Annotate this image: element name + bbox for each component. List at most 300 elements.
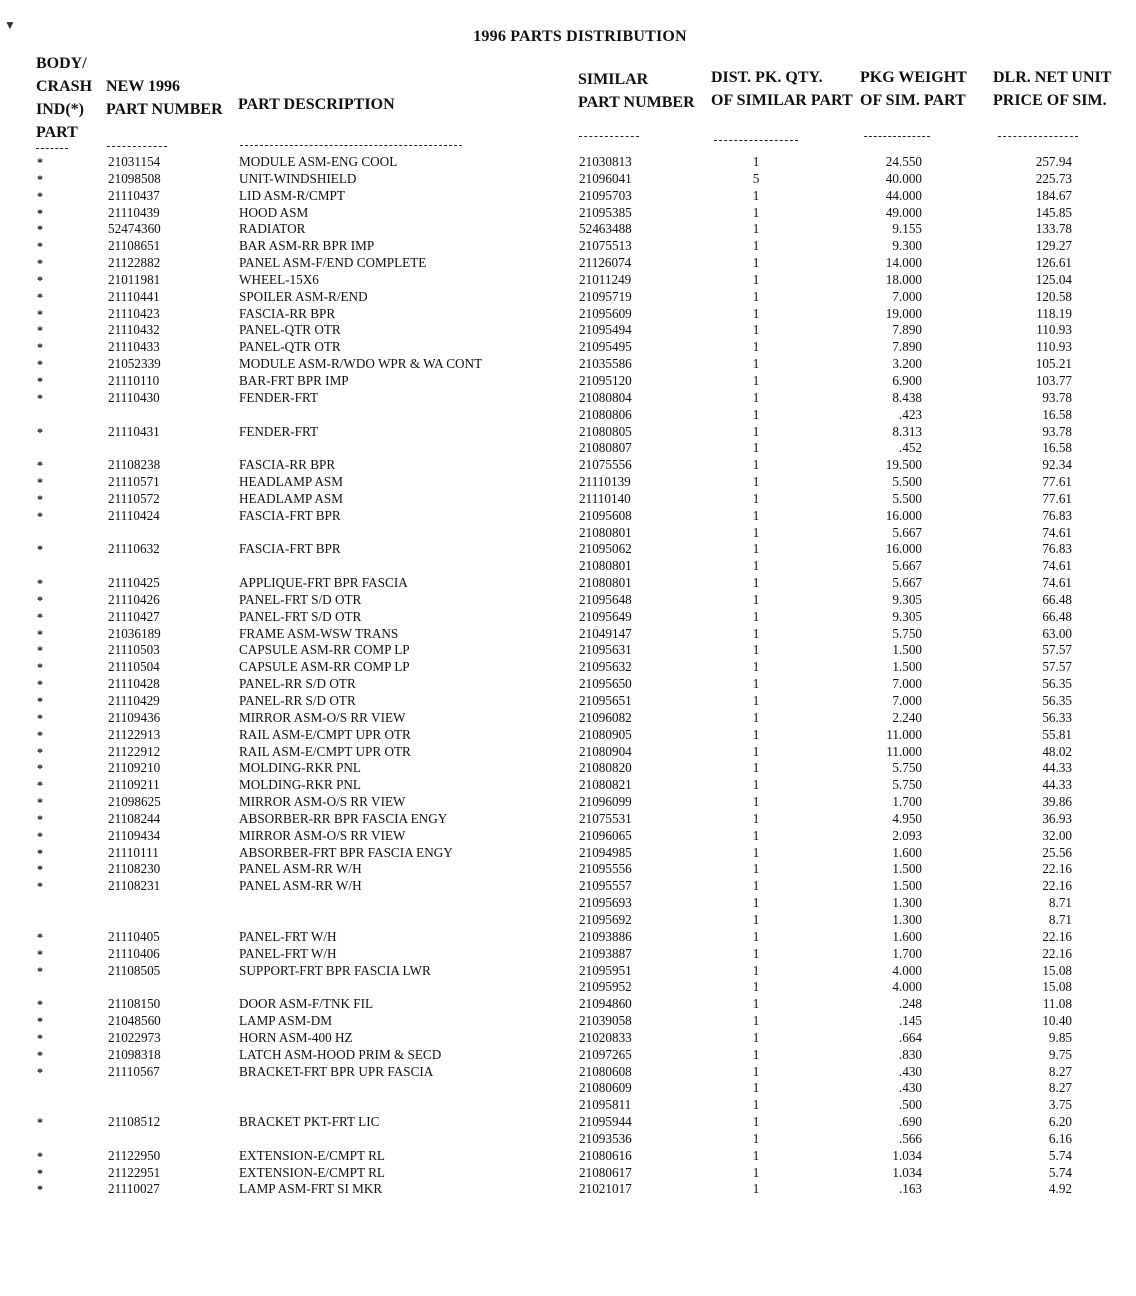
table-row — [0, 1148, 1136, 1165]
dist-pk-qty: 1 — [752, 878, 760, 894]
part-description: FASCIA-FRT BPR — [239, 507, 341, 523]
net-unit-price: 8.71 — [1048, 895, 1072, 911]
table-row — [0, 255, 1136, 272]
new-part-number: 21110429 — [108, 693, 160, 708]
header-part-number: PART NUMBER — [106, 101, 223, 118]
part-description: HOOD ASM — [239, 204, 309, 220]
pkg-weight: 7.000 — [892, 288, 922, 304]
table-row — [0, 491, 1136, 508]
net-unit-price: 110.93 — [1036, 339, 1072, 355]
similar-part-number: 21096099 — [579, 794, 632, 810]
dist-pk-qty: 1 — [752, 945, 760, 961]
table-row — [0, 154, 1136, 171]
part-description: FASCIA-RR BPR — [239, 305, 336, 321]
dist-pk-qty: 1 — [752, 810, 760, 826]
table-row — [0, 659, 1136, 676]
pkg-weight: 14.000 — [885, 255, 922, 271]
similar-part-number: 21080801 — [579, 558, 632, 574]
part-description: PANEL-QTR OTR — [239, 339, 341, 355]
crash-indicator: * — [37, 306, 43, 321]
table-row — [0, 693, 1136, 710]
net-unit-price: 63.00 — [1042, 625, 1072, 641]
dist-pk-qty: 1 — [752, 1181, 760, 1197]
crash-indicator: * — [37, 660, 43, 675]
pkg-weight: 5.667 — [892, 524, 922, 540]
dist-pk-qty: 1 — [752, 507, 760, 523]
similar-part-number: 21096041 — [579, 170, 632, 186]
crash-indicator: * — [37, 1030, 43, 1045]
table-row — [0, 845, 1136, 862]
dist-pk-qty: 1 — [752, 996, 760, 1012]
table-row — [0, 912, 1136, 929]
dist-pk-qty: 1 — [752, 490, 760, 506]
crash-indicator: * — [37, 744, 43, 759]
table-row — [0, 289, 1136, 306]
dist-pk-qty: 1 — [752, 440, 760, 456]
net-unit-price: 5.74 — [1048, 1164, 1072, 1180]
table-row — [0, 609, 1136, 626]
table-row — [0, 676, 1136, 693]
pkg-weight: 7.890 — [892, 322, 922, 338]
parts-table — [0, 154, 1136, 1198]
pkg-weight: 1.500 — [892, 861, 922, 877]
part-description: RAIL ASM-E/CMPT UPR OTR — [239, 743, 411, 759]
table-row — [0, 525, 1136, 542]
table-row — [0, 727, 1136, 744]
dist-pk-qty: 1 — [752, 204, 760, 220]
similar-part-number: 21095703 — [579, 187, 632, 203]
header-part-description: PART DESCRIPTION — [238, 96, 395, 113]
pkg-weight: 9.305 — [892, 608, 922, 624]
crash-indicator: * — [37, 677, 43, 692]
new-part-number: 21110572 — [108, 490, 160, 506]
crash-indicator: * — [37, 272, 43, 287]
new-part-number: 21110111 — [108, 844, 159, 860]
pkg-weight: 7.890 — [892, 339, 922, 355]
dist-pk-qty: 1 — [752, 575, 760, 591]
crash-indicator: * — [37, 508, 43, 523]
net-unit-price: 56.35 — [1042, 676, 1072, 692]
net-unit-price: 55.81 — [1042, 726, 1072, 742]
table-row — [0, 811, 1136, 828]
crash-indicator: * — [37, 778, 43, 793]
new-part-number: 21110426 — [108, 591, 160, 607]
crash-indicator: * — [37, 643, 43, 658]
similar-part-number: 21096082 — [579, 709, 632, 725]
net-unit-price: 133.78 — [1035, 221, 1072, 237]
crash-indicator: * — [37, 188, 43, 203]
net-unit-price: 6.20 — [1048, 1114, 1072, 1130]
part-description: MOLDING-RKR PNL — [239, 777, 361, 793]
new-part-number: 21122882 — [108, 255, 161, 271]
dist-pk-qty: 1 — [752, 911, 760, 927]
pkg-weight: .423 — [898, 406, 922, 422]
dist-pk-qty: 1 — [752, 154, 760, 169]
part-description: BRACKET PKT-FRT LIC — [239, 1114, 380, 1130]
crash-indicator: * — [37, 1182, 43, 1197]
dist-pk-qty: 1 — [752, 541, 760, 557]
dist-pk-qty: 1 — [752, 1013, 760, 1029]
rule-part-number — [107, 146, 167, 147]
part-description: FENDER-FRT — [239, 389, 319, 405]
similar-part-number: 21021017 — [579, 1181, 632, 1197]
net-unit-price: 22.16 — [1042, 945, 1072, 961]
table-row — [0, 1013, 1136, 1030]
part-description: CAPSULE ASM-RR COMP LP — [239, 642, 410, 658]
table-row — [0, 356, 1136, 373]
dist-pk-qty: 1 — [752, 726, 760, 742]
pkg-weight: 5.667 — [892, 575, 922, 591]
crash-indicator: * — [37, 576, 43, 591]
dist-pk-qty: 1 — [752, 255, 760, 271]
crash-indicator: * — [37, 1165, 43, 1180]
similar-part-number: 21095811 — [579, 1097, 632, 1113]
pkg-weight: 4.000 — [892, 979, 922, 995]
new-part-number: 21110430 — [108, 389, 160, 405]
new-part-number: 21110504 — [108, 659, 160, 675]
similar-part-number: 21080801 — [579, 575, 632, 591]
pkg-weight: 2.240 — [892, 709, 922, 725]
new-part-number: 21109436 — [108, 709, 161, 725]
header-price-line-1: DLR. NET UNIT — [993, 69, 1112, 86]
table-row — [0, 221, 1136, 238]
table-row — [0, 1047, 1136, 1064]
net-unit-price: 125.04 — [1035, 271, 1072, 287]
crash-indicator: * — [37, 946, 43, 961]
table-row — [0, 979, 1136, 996]
similar-part-number: 21080821 — [579, 777, 632, 793]
pkg-weight: 11.000 — [886, 726, 922, 742]
new-part-number: 21110424 — [108, 507, 160, 523]
similar-part-number: 21093536 — [579, 1130, 632, 1146]
table-row — [0, 946, 1136, 963]
pkg-weight: 1.300 — [892, 895, 922, 911]
net-unit-price: 74.61 — [1042, 575, 1072, 591]
net-unit-price: 57.57 — [1042, 659, 1072, 675]
dist-pk-qty: 1 — [752, 322, 760, 338]
crash-indicator: * — [37, 727, 43, 742]
dist-pk-qty: 1 — [752, 760, 760, 776]
pkg-weight: 1.700 — [892, 945, 922, 961]
dist-pk-qty: 1 — [752, 1147, 760, 1163]
pkg-weight: .500 — [898, 1097, 922, 1113]
table-row — [0, 1114, 1136, 1131]
dist-pk-qty: 1 — [752, 844, 760, 860]
header-similar-number-line: PART NUMBER — [578, 94, 695, 111]
pkg-weight: 44.000 — [885, 187, 922, 203]
rule-qty — [714, 140, 798, 141]
pkg-weight: 4.950 — [892, 810, 922, 826]
net-unit-price: 74.61 — [1042, 558, 1072, 574]
table-row — [0, 878, 1136, 895]
header-similar-part — [578, 68, 695, 114]
part-description: MIRROR ASM-O/S RR VIEW — [239, 709, 406, 725]
new-part-number: 21098508 — [108, 170, 161, 186]
similar-part-number: 21075531 — [579, 810, 632, 826]
net-unit-price: 126.61 — [1035, 255, 1072, 271]
net-unit-price: 44.33 — [1042, 777, 1072, 793]
table-row — [0, 760, 1136, 777]
similar-part-number: 21080608 — [579, 1063, 632, 1079]
table-row — [0, 1030, 1136, 1047]
part-description: SPOILER ASM-R/END — [239, 288, 368, 304]
dist-pk-qty: 1 — [752, 524, 760, 540]
dist-pk-qty: 1 — [752, 372, 760, 388]
part-description: UNIT-WINDSHIELD — [239, 170, 357, 186]
dist-pk-qty: 1 — [752, 962, 760, 978]
similar-part-number: 21095495 — [579, 339, 632, 355]
pkg-weight: 1.600 — [892, 928, 922, 944]
similar-part-number: 21095719 — [579, 288, 632, 304]
crash-indicator: * — [37, 323, 43, 338]
similar-part-number: 21080904 — [579, 743, 632, 759]
similar-part-number: 21030813 — [579, 154, 632, 169]
header-qty-line-1: DIST. PK. QTY. — [711, 69, 823, 86]
crash-indicator: * — [37, 1014, 43, 1029]
pkg-weight: 5.750 — [892, 777, 922, 793]
crash-indicator: * — [37, 862, 43, 877]
net-unit-price: 120.58 — [1035, 288, 1072, 304]
new-part-number: 21122913 — [108, 726, 161, 742]
table-row — [0, 322, 1136, 339]
similar-part-number: 21080801 — [579, 524, 632, 540]
net-unit-price: 32.00 — [1042, 827, 1072, 843]
net-unit-price: 11.08 — [1042, 996, 1072, 1012]
crash-indicator: * — [37, 626, 43, 641]
similar-part-number: 21095631 — [579, 642, 632, 658]
part-description: ABSORBER-FRT BPR FASCIA ENGY — [239, 844, 453, 860]
part-description: PANEL-RR S/D OTR — [239, 676, 356, 692]
header-weight-line-2: OF SIM. PART — [860, 92, 966, 109]
part-description: FRAME ASM-WSW TRANS — [239, 625, 399, 641]
dist-pk-qty: 1 — [752, 474, 760, 490]
net-unit-price: 77.61 — [1042, 490, 1072, 506]
pkg-weight: 8.313 — [892, 423, 922, 439]
dist-pk-qty: 1 — [752, 827, 760, 843]
new-part-number: 21098625 — [108, 794, 161, 810]
pkg-weight: 5.750 — [892, 625, 922, 641]
part-description: HEADLAMP ASM — [239, 490, 343, 506]
similar-part-number: 21080609 — [579, 1080, 632, 1096]
net-unit-price: 8.27 — [1048, 1080, 1072, 1096]
pkg-weight: 1.500 — [892, 878, 922, 894]
similar-part-number: 21095385 — [579, 204, 632, 220]
similar-part-number: 21080905 — [579, 726, 632, 742]
dist-pk-qty: 1 — [752, 1097, 760, 1113]
table-row — [0, 508, 1136, 525]
similar-part-number: 21095632 — [579, 659, 632, 675]
net-unit-price: 103.77 — [1035, 372, 1072, 388]
net-unit-price: 36.93 — [1042, 810, 1072, 826]
crash-indicator: * — [37, 828, 43, 843]
new-part-number: 21052339 — [108, 356, 161, 372]
dist-pk-qty: 1 — [752, 457, 760, 473]
pkg-weight: 1.500 — [892, 642, 922, 658]
new-part-number: 21022973 — [108, 1029, 161, 1045]
pkg-weight: 5.500 — [892, 490, 922, 506]
net-unit-price: 76.83 — [1042, 541, 1072, 557]
net-unit-price: 257.94 — [1035, 154, 1072, 169]
similar-part-number: 21093887 — [579, 945, 632, 961]
similar-part-number: 21095693 — [579, 895, 632, 911]
similar-part-number: 21126074 — [579, 255, 632, 271]
pkg-weight: 9.300 — [892, 238, 922, 254]
part-description: FASCIA-RR BPR — [239, 457, 336, 473]
net-unit-price: 105.21 — [1035, 356, 1072, 372]
crash-indicator: * — [37, 710, 43, 725]
part-description: WHEEL-15X6 — [239, 271, 319, 287]
table-row — [0, 895, 1136, 912]
crash-indicator: * — [37, 256, 43, 271]
header-qty-line-2: OF SIMILAR PART — [711, 92, 853, 109]
dist-pk-qty: 1 — [752, 558, 760, 574]
crash-indicator: * — [37, 845, 43, 860]
net-unit-price: 76.83 — [1042, 507, 1072, 523]
crash-indicator: * — [37, 155, 43, 169]
table-row — [0, 744, 1136, 761]
new-part-number: 21110503 — [108, 642, 160, 658]
pkg-weight: 9.155 — [892, 221, 922, 237]
new-part-number: 21110632 — [108, 541, 160, 557]
similar-part-number: 21094860 — [579, 996, 632, 1012]
similar-part-number: 21093886 — [579, 928, 632, 944]
header-new-part — [106, 75, 223, 121]
similar-part-number: 21095951 — [579, 962, 632, 978]
crash-indicator: * — [37, 491, 43, 506]
similar-part-number: 21095120 — [579, 372, 632, 388]
new-part-number: 21108150 — [108, 996, 161, 1012]
similar-part-number: 21095944 — [579, 1114, 632, 1130]
dist-pk-qty: 1 — [752, 1130, 760, 1146]
net-unit-price: 129.27 — [1035, 238, 1072, 254]
table-row — [0, 575, 1136, 592]
part-description: PANEL ASM-F/END COMPLETE — [239, 255, 427, 271]
dist-pk-qty: 1 — [752, 305, 760, 321]
new-part-number: 21108512 — [108, 1114, 161, 1130]
table-row — [0, 1080, 1136, 1097]
table-row — [0, 996, 1136, 1013]
new-part-number: 21108230 — [108, 861, 161, 877]
part-description: PANEL ASM-RR W/H — [239, 878, 362, 894]
net-unit-price: 66.48 — [1042, 591, 1072, 607]
dist-pk-qty: 1 — [752, 221, 760, 237]
pkg-weight: 4.000 — [892, 962, 922, 978]
table-row — [0, 963, 1136, 980]
similar-part-number: 21095494 — [579, 322, 632, 338]
pkg-weight: .430 — [898, 1063, 922, 1079]
part-description: BRACKET-FRT BPR UPR FASCIA — [239, 1063, 434, 1079]
crash-indicator: * — [37, 1064, 43, 1079]
new-part-number: 21110110 — [108, 372, 160, 388]
part-description: RAIL ASM-E/CMPT UPR OTR — [239, 726, 411, 742]
new-part-number: 21036189 — [108, 625, 161, 641]
pkg-weight: 5.667 — [892, 558, 922, 574]
dist-pk-qty: 1 — [752, 406, 760, 422]
pkg-weight: 1.700 — [892, 794, 922, 810]
net-unit-price: 25.56 — [1042, 844, 1072, 860]
crash-indicator: * — [37, 694, 43, 708]
table-row — [0, 238, 1136, 255]
dist-pk-qty: 1 — [752, 625, 760, 641]
pkg-weight: .430 — [898, 1080, 922, 1096]
similar-part-number: 21080616 — [579, 1147, 632, 1163]
pkg-weight: .566 — [898, 1130, 922, 1146]
part-description: DOOR ASM-F/TNK FIL — [239, 996, 374, 1012]
crash-indicator: * — [37, 289, 43, 304]
net-unit-price: 66.48 — [1042, 608, 1072, 624]
header-body-crash — [36, 52, 92, 144]
crash-indicator: * — [37, 239, 43, 254]
similar-part-number: 21080806 — [579, 406, 632, 422]
scan-mark: ▼ — [4, 18, 16, 32]
new-part-number: 21011981 — [108, 271, 161, 287]
pkg-weight: 3.200 — [892, 356, 922, 372]
table-row — [0, 205, 1136, 222]
part-description: MODULE ASM-ENG COOL — [239, 154, 398, 169]
net-unit-price: 8.71 — [1048, 911, 1072, 927]
new-part-number: 21098318 — [108, 1046, 161, 1062]
part-description: PANEL-RR S/D OTR — [239, 693, 356, 708]
new-part-number: 21110571 — [108, 474, 160, 490]
table-row — [0, 1165, 1136, 1182]
pkg-weight: 19.500 — [885, 457, 922, 473]
part-description: LAMP ASM-DM — [239, 1013, 332, 1029]
table-row — [0, 558, 1136, 575]
part-description: BAR-FRT BPR IMP — [239, 372, 349, 388]
header-new-1996: NEW 1996 — [106, 78, 180, 95]
rule-body — [36, 148, 68, 149]
new-part-number: 21108244 — [108, 810, 161, 826]
net-unit-price: 10.40 — [1042, 1013, 1072, 1029]
similar-part-number: 21049147 — [579, 625, 632, 641]
page-title: 1996 PARTS DISTRIBUTION — [473, 28, 687, 45]
table-row — [0, 592, 1136, 609]
pkg-weight: 5.500 — [892, 474, 922, 490]
new-part-number: 21108505 — [108, 962, 161, 978]
table-row — [0, 1064, 1136, 1081]
new-part-number: 21110027 — [108, 1181, 160, 1197]
pkg-weight: 18.000 — [885, 271, 922, 287]
similar-part-number: 21095649 — [579, 608, 632, 624]
header-similar-line: SIMILAR — [578, 71, 649, 88]
pkg-weight: .163 — [898, 1181, 922, 1197]
net-unit-price: 57.57 — [1042, 642, 1072, 658]
dist-pk-qty: 1 — [752, 979, 760, 995]
header-crash-line: CRASH — [36, 78, 93, 95]
pkg-weight: 19.000 — [885, 305, 922, 321]
pkg-weight: .145 — [898, 1013, 922, 1029]
pkg-weight: 1.600 — [892, 844, 922, 860]
table-row — [0, 794, 1136, 811]
net-unit-price: 56.35 — [1042, 693, 1072, 708]
similar-part-number: 21080804 — [579, 389, 632, 405]
dist-pk-qty: 1 — [752, 794, 760, 810]
header-weight-line-1: PKG WEIGHT — [860, 69, 967, 86]
crash-indicator: * — [37, 205, 43, 220]
pkg-weight: 1.500 — [892, 659, 922, 675]
new-part-number: 21109434 — [108, 827, 161, 843]
part-description: LATCH ASM-HOOD PRIM & SECD — [239, 1046, 442, 1062]
similar-part-number: 21095648 — [579, 591, 632, 607]
new-part-number: 21110433 — [108, 339, 160, 355]
dist-pk-qty: 1 — [752, 693, 760, 708]
table-row — [0, 777, 1136, 794]
similar-part-number: 21039058 — [579, 1013, 632, 1029]
rule-price — [998, 136, 1078, 137]
table-row — [0, 626, 1136, 643]
new-part-number: 52474360 — [108, 221, 161, 237]
dist-pk-qty: 1 — [752, 238, 760, 254]
